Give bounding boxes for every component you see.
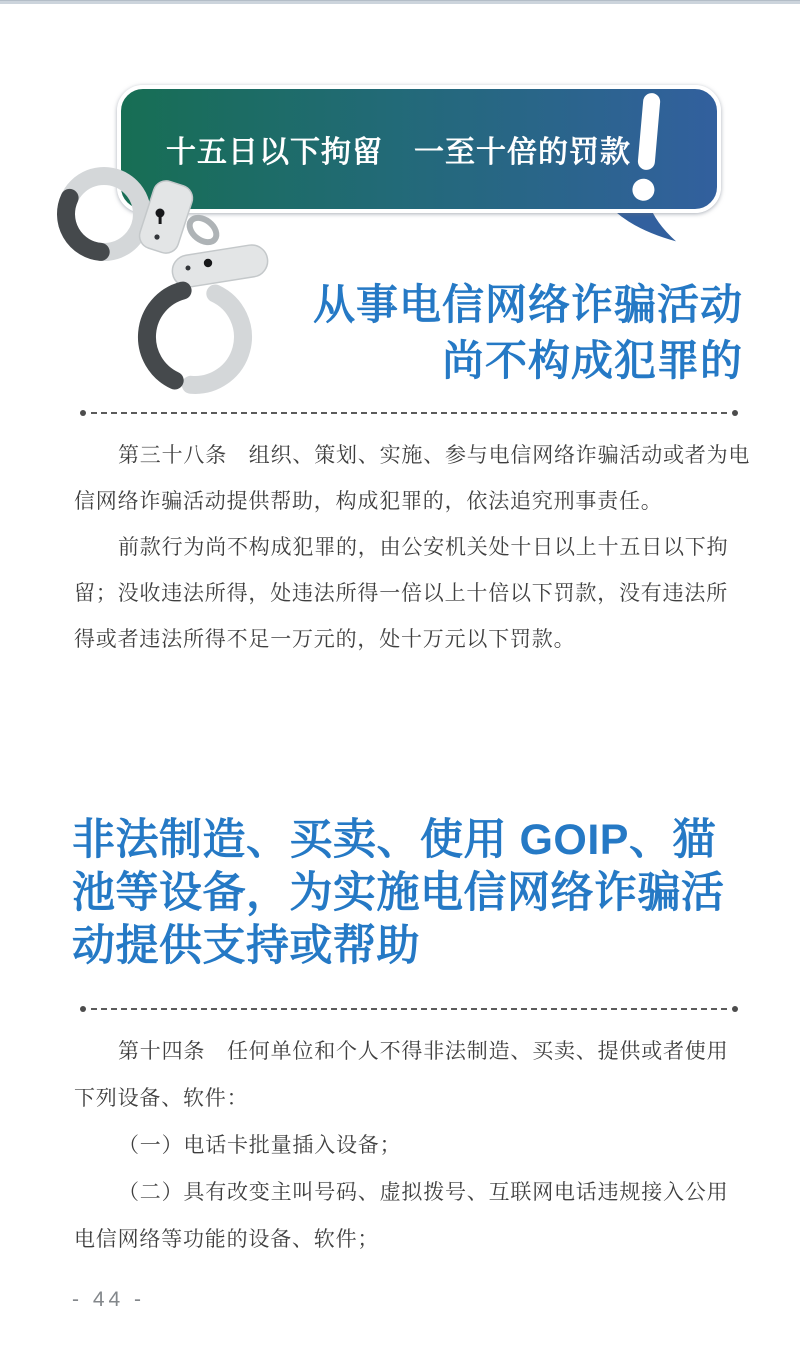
section2-heading-line2: 池等设备，为实施电信网络诈骗活: [72, 869, 725, 917]
body-text-line: （二）具有改变主叫号码、虚拟拨号、互联网电话违规接入公用: [118, 1181, 729, 1204]
section2-heading: [72, 814, 772, 973]
body-text-line: 第十四条 任何单位和个人不得非法制造、买卖、提供或者使用: [118, 1040, 729, 1063]
body-text-line: 第三十八条 组织、策划、实施、参与电信网络诈骗活动或者为电: [118, 444, 751, 467]
divider-end-dot: [80, 1006, 86, 1012]
page-number: - 44 -: [72, 1288, 146, 1311]
body-text-line: 电信网络等功能的设备、软件；: [74, 1228, 380, 1251]
body-text-line: （一）电话卡批量插入设备；: [118, 1134, 402, 1157]
dotted-divider: [80, 409, 738, 417]
section1-heading-line1: 从事电信网络诈骗活动: [312, 281, 743, 328]
section2-heading-line1: 非法制造、买卖、使用 GOIP、猫: [72, 816, 716, 864]
exclamation-bar: [637, 92, 661, 170]
bubble-headline: 十五日以下拘留 一至十倍的罚款: [166, 136, 631, 169]
body-text-line: 前款行为尚不构成犯罪的，由公安机关处十日以上十五日以下拘: [118, 536, 729, 559]
section1-heading-line2: 尚不构成犯罪的: [441, 337, 743, 384]
body-text-line: 留；没收违法所得，处违法所得一倍以上十倍以下罚款，没有违法所: [74, 582, 728, 605]
section1-body: [74, 433, 754, 663]
exclamation-dot: [632, 178, 656, 202]
section1-heading: [203, 277, 743, 389]
divider-end-dot: [732, 410, 738, 416]
body-text-line: 得或者违法所得不足一万元的，处十万元以下罚款。: [74, 628, 576, 651]
body-text-line: 信网络诈骗活动提供帮助，构成犯罪的，依法追究刑事责任。: [74, 490, 663, 513]
handcuffs-icon: [40, 160, 280, 400]
section2-heading-line3: 动提供支持或帮助: [72, 922, 420, 970]
dotted-divider: [80, 1005, 738, 1013]
divider-dashes: [91, 1008, 727, 1010]
divider-end-dot: [732, 1006, 738, 1012]
exclamation-icon: [625, 92, 671, 207]
section2-body: [74, 1028, 754, 1263]
body-text-line: 下列设备、软件：: [74, 1087, 249, 1110]
divider-dashes: [91, 412, 727, 414]
page-top-edge: [0, 0, 800, 4]
divider-end-dot: [80, 410, 86, 416]
